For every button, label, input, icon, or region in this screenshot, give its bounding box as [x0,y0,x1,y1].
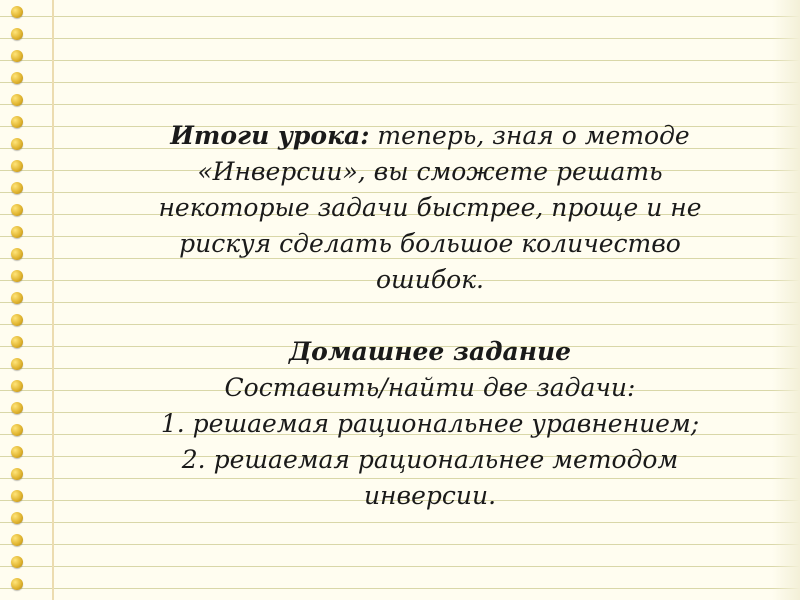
summary-line-1 [120,118,740,154]
binding-ring [11,578,23,590]
homework-text-3: 2. решаемая рациональнее методом [181,445,679,474]
slide-content [120,118,740,514]
homework-text-4: инверсии. [363,481,497,510]
summary-text-3: некоторые задачи быстрее, проще и не [158,193,702,222]
binding-ring [11,182,23,194]
homework-text-1: Составить/найти две задачи: [224,373,636,402]
summary-heading: Итоги урока: [170,121,370,150]
spiral-binding-icon [0,0,34,600]
binding-ring [11,314,23,326]
binding-ring [11,72,23,84]
binding-ring [11,446,23,458]
summary-text-5: ошибок. [375,265,485,294]
binding-ring [11,292,23,304]
binding-ring [11,248,23,260]
binding-ring [11,534,23,546]
homework-heading: Домашнее задание [288,337,572,366]
binding-ring [11,6,23,18]
binding-ring [11,160,23,172]
binding-ring [11,116,23,128]
binding-ring [11,358,23,370]
page-edge-shade [772,0,800,600]
binding-ring [11,490,23,502]
binding-ring [11,380,23,392]
summary-text-1: теперь, зная о методе [369,121,690,150]
binding-ring [11,402,23,414]
binding-ring [11,270,23,282]
binding-ring [11,468,23,480]
binding-ring [11,204,23,216]
binding-ring [11,424,23,436]
binding-ring [11,512,23,524]
summary-text-4: рискуя сделать большое количество [179,229,681,258]
binding-ring [11,336,23,348]
homework-block [120,334,740,514]
summary-text-2: «Инверсии», вы сможете решать [197,157,663,186]
binding-ring [11,50,23,62]
binding-ring [11,226,23,238]
binding-ring [11,138,23,150]
margin-line [52,0,54,600]
summary-block [120,118,740,298]
binding-ring [11,94,23,106]
binding-ring [11,28,23,40]
binding-ring [11,556,23,568]
homework-text-2: 1. решаемая рациональнее уравнением; [160,409,700,438]
